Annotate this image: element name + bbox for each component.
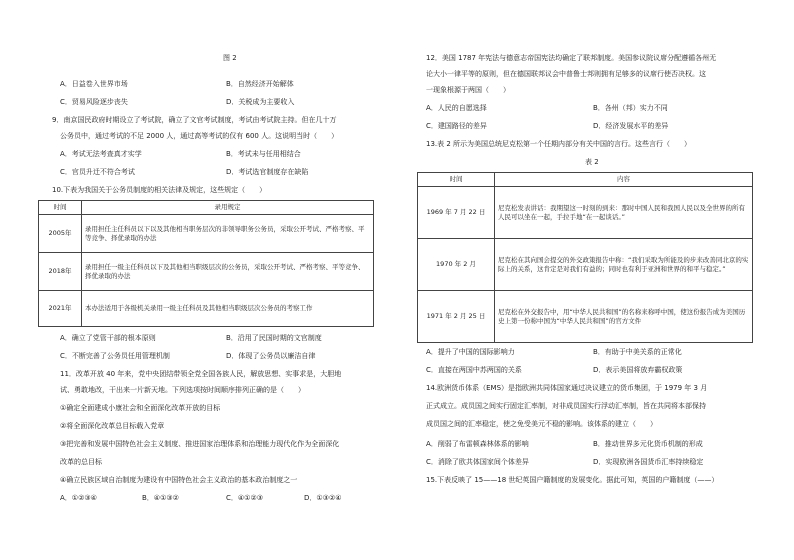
prev-option-c: C．贸易风险逐步丧失 (60, 98, 128, 106)
q14-option-c: C．消除了欧共体国家间个体差异 (426, 458, 529, 466)
q10-option-d: D．体现了公务员以廉洁自律 (226, 352, 316, 360)
q13-row-date: 1970 年 2 月 (418, 239, 495, 291)
q13-option-c: C．直接在两国中苏两国的关系 (426, 366, 522, 374)
q10-row-date: 2021年 (39, 291, 82, 327)
q10-option-b: B．沿用了民国时期的文官制度 (226, 334, 322, 342)
q12-option-b: B．各州（邦）实力不同 (593, 104, 668, 112)
q11-option-c: C．④①②③ (226, 494, 263, 502)
q11-option-b: B．④①③② (142, 494, 179, 502)
q9-option-a: A．考试无法考查真才实学 (60, 150, 142, 158)
q13-stem: 13.表 2 所示为美国总统尼克松第一个任期内部分有关中国的言行。这些言行（ ） (426, 140, 692, 148)
q15-stem-line1: 15.下表反映了 15——18 世纪英国户籍制度的发展变化。据此可知，英国的户籍制度（——） (426, 476, 719, 484)
q12-stem-line1: 12．美国 1787 年宪法与德意志帝国宪法均确定了联邦制度。美国参议院议席分配遵循各州无 (426, 54, 717, 62)
q14-option-b: B．推动世界多元化货币机制的形成 (593, 440, 703, 448)
q11-option-d: D．①③②④ (304, 494, 342, 502)
q10-header-rule: 录用规定 (82, 201, 374, 215)
q11-stem-line2: 试、勇敢地改，干出来一片新天地。下列选项按时间顺序排列正确的是（ ） (60, 386, 305, 394)
q14-stem-line2: 正式成立。成员国之间实行固定汇率制，对非成员国实行浮动汇率制，旨在共同将本部保持 (426, 402, 706, 410)
q11-item-3: ③把完善和发展中国特色社会主义制度、推进国家治理体系和治理能力现代化作为全面深化 (60, 440, 340, 448)
q11-item-3-cont: 改革的总目标 (60, 458, 102, 466)
q13-header-content: 内容 (495, 173, 753, 187)
q12-option-c: C．建国路径的差异 (426, 122, 487, 130)
table2-caption: 表 2 (585, 158, 599, 166)
q12-stem-line2: 论大小一律平等的原则，但在德国联邦议会中普鲁士邦则拥有足够多的议席行使否决权。这 (426, 70, 706, 78)
q10-stem: 10.下表为我国关于公务员制度的相关法律及规定，这些规定（ ） (52, 186, 267, 194)
q11-item-4: ④确立民族区域自治制度为建设有中国特色社会主义政治的基本政治制度之一 (60, 476, 298, 484)
q10-row-date: 2005年 (39, 215, 82, 253)
q9-stem-line1: 9．南京国民政府时期设立了考试院，确立了文官考试制度，考试由考试院主持。但在几十万 (52, 116, 337, 124)
q10-table (38, 200, 374, 327)
q14-option-a: A．削弱了布雷顿森林体系的影响 (426, 440, 529, 448)
q13-option-d: D．表示美国将放弃霸权政策 (593, 366, 683, 374)
q12-stem-line3: 一现象根源于两国（ ） (426, 86, 510, 94)
q9-option-d: D．考试选官制度存在缺陷 (226, 168, 309, 176)
prev-option-d: D．关税成为主要收入 (226, 98, 295, 106)
q10-row-text: 录用担任一级主任科员以下及其他相当职级层次的公务员，采取公开考试、严格考察、平等竞争、择优录取的办法 (82, 253, 374, 291)
q10-option-a: A．确立了党管干部的根本原则 (60, 334, 156, 342)
q10-row-text: 本办法适用于各级机关录用一级主任科员及其他相当职级层次公务员的考察工作 (82, 291, 374, 327)
q11-item-1: ①确定全面建成小康社会和全面深化改革开放的目标 (60, 404, 221, 412)
q14-stem-line3: 成员国之间的汇率稳定，使之免受美元不稳的影响。该体系的建立（ ） (426, 420, 657, 428)
q10-row-date: 2018年 (39, 253, 82, 291)
q12-option-a: A．人民的自愿选择 (426, 104, 487, 112)
q9-option-c: C．官员升迁不符合考试 (60, 168, 135, 176)
q12-option-d: D．经济发展水平的差异 (593, 122, 669, 130)
q13-option-a: A．提升了中国的国际影响力 (426, 348, 515, 356)
q11-item-2: ②将全面深化改革总目标载入党章 (60, 422, 165, 430)
q13-option-b: B．有助于中美关系的正常化 (593, 348, 682, 356)
prev-option-a: A．日益卷入世界市场 (60, 80, 128, 88)
q14-stem-line1: 14.欧洲货币体系（EMS）是指欧洲共同体国家通过决议建立的货币集团，于 1979 年 3 月 (426, 384, 708, 392)
q9-stem-line2: 公务员中，通过考试的不足 2000 人，通过高等考试的仅有 600 人。这说明当时（ ） (60, 132, 339, 140)
q10-row-text: 录用担任主任科员以下以及其他相当职务层次的非领导职务公务员，采取公开考试、严格考察、平等竞争、择优录取的办法 (82, 215, 374, 253)
q13-table (417, 172, 753, 343)
prev-option-b: B．自然经济开始解体 (226, 80, 294, 88)
q9-option-b: B．考试未与任用相结合 (226, 150, 301, 158)
q14-option-d: D．实现欧洲各国货币汇率持续稳定 (593, 458, 704, 466)
q13-row-text: 尼克松在其向国会提交的外交政策报告中称：“我们采取为所能及的步来改善同北京的实际上的关系，这肯定是对我们有益的；同时也有利于亚洲和世界的和平与稳定。” (495, 239, 753, 291)
q11-stem-line1: 11．改革开放 40 年来，党中央团结带领全党全国各族人民，解放思想、实事求是，大胆地 (60, 370, 342, 378)
q10-header-date: 时间 (39, 201, 82, 215)
q13-row-text: 尼克松发表讲话：我期望这一时刻的到来：那时中国人民和我国人民以及全世界的所有人民可以坐在一起，手拉手地“在一起谈话。” (495, 187, 753, 239)
q13-row-date: 1969 年 7 月 22 日 (418, 187, 495, 239)
q13-header-date: 时间 (418, 173, 495, 187)
q10-option-c: C．不断完善了公务员任用管理机制 (60, 352, 170, 360)
q13-row-date: 1971 年 2 月 25 日 (418, 291, 495, 343)
figure-caption: 图 2 (223, 54, 237, 62)
q13-row-text: 尼克松在外交报告中，用“中华人民共和国”的名称来称呼中国，使这份报告成为美国历史上第一份称中国为“中华人民共和国”的官方文件 (495, 291, 753, 343)
q11-option-a: A．①②③④ (60, 494, 97, 502)
